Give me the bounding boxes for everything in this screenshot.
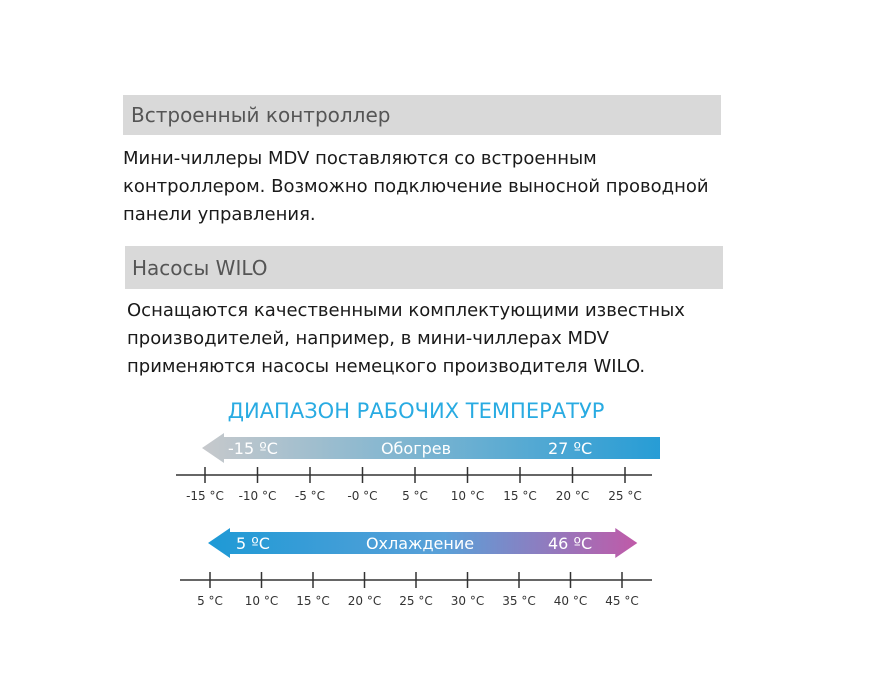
section-title: Встроенный контроллер — [131, 103, 391, 127]
heating-scale-tick-label: 5 °C — [402, 489, 428, 503]
cooling-scale-tick-label: 30 °C — [450, 594, 485, 608]
cooling-scale — [180, 572, 652, 608]
cooling-scale-tick-label: 20 °C — [347, 594, 382, 608]
section-title: Насосы WILO — [132, 255, 268, 280]
heating-max-label: 27 ºC — [548, 439, 593, 458]
heating-label: Обогрев — [380, 439, 452, 458]
cooling-min-label: 5 ºC — [236, 534, 270, 553]
heating-min-label: -15 ºC — [228, 439, 278, 458]
heating-scale — [176, 467, 652, 503]
text-line: применяются насосы немецкого производителя WILO. — [127, 356, 646, 377]
cooling-scale-tick-label: 40 °C — [553, 594, 588, 608]
cooling-scale-tick-label: 25 °C — [399, 594, 433, 608]
cooling-scale-tick-label: 45 °C — [605, 594, 639, 608]
heating-scale-tick-label: 25 °C — [608, 489, 642, 503]
cooling-max-label: 46 ºC — [548, 534, 593, 553]
heating-scale-tick-label: 15 °C — [503, 489, 537, 503]
cooling-label: Охлаждение — [365, 534, 475, 553]
heating-scale-tick-label: -0 °C — [347, 489, 378, 503]
heating-scale-tick-label: -10 °C — [238, 489, 277, 503]
text-line: производителей, например, в мини-чиллерах MDV — [127, 328, 609, 349]
cooling-scale-tick-label: 35 °C — [502, 594, 536, 608]
text-line: Мини-чиллеры MDV поставляются со встроенным — [123, 148, 597, 169]
section-header-pumps — [125, 246, 723, 289]
heating-scale-tick-label: 10 °C — [450, 489, 485, 503]
controller-description — [123, 145, 709, 229]
heating-scale-tick-label: -15 °C — [186, 489, 224, 503]
cooling-range-arrow — [208, 528, 637, 558]
cooling-scale-tick-label: 5 °C — [197, 594, 223, 608]
heating-range-arrow — [202, 433, 660, 463]
section-header-controller — [123, 95, 721, 135]
text-line: панели управления. — [123, 204, 316, 225]
cooling-scale-tick-label: 10 °C — [244, 594, 279, 608]
pumps-description — [127, 297, 685, 381]
diagram-title: ДИАПАЗОН РАБОЧИХ ТЕМПЕРАТУР — [227, 399, 605, 423]
heating-scale-tick-label: -5 °C — [294, 489, 326, 503]
cooling-scale-tick-label: 15 °C — [296, 594, 330, 608]
text-line: Оснащаются качественными комплектующими известных — [127, 300, 685, 321]
heating-scale-tick-label: 20 °C — [555, 489, 590, 503]
temperature-range-diagram — [170, 390, 660, 625]
text-line: контроллером. Возможно подключение выносной проводной — [123, 176, 709, 197]
